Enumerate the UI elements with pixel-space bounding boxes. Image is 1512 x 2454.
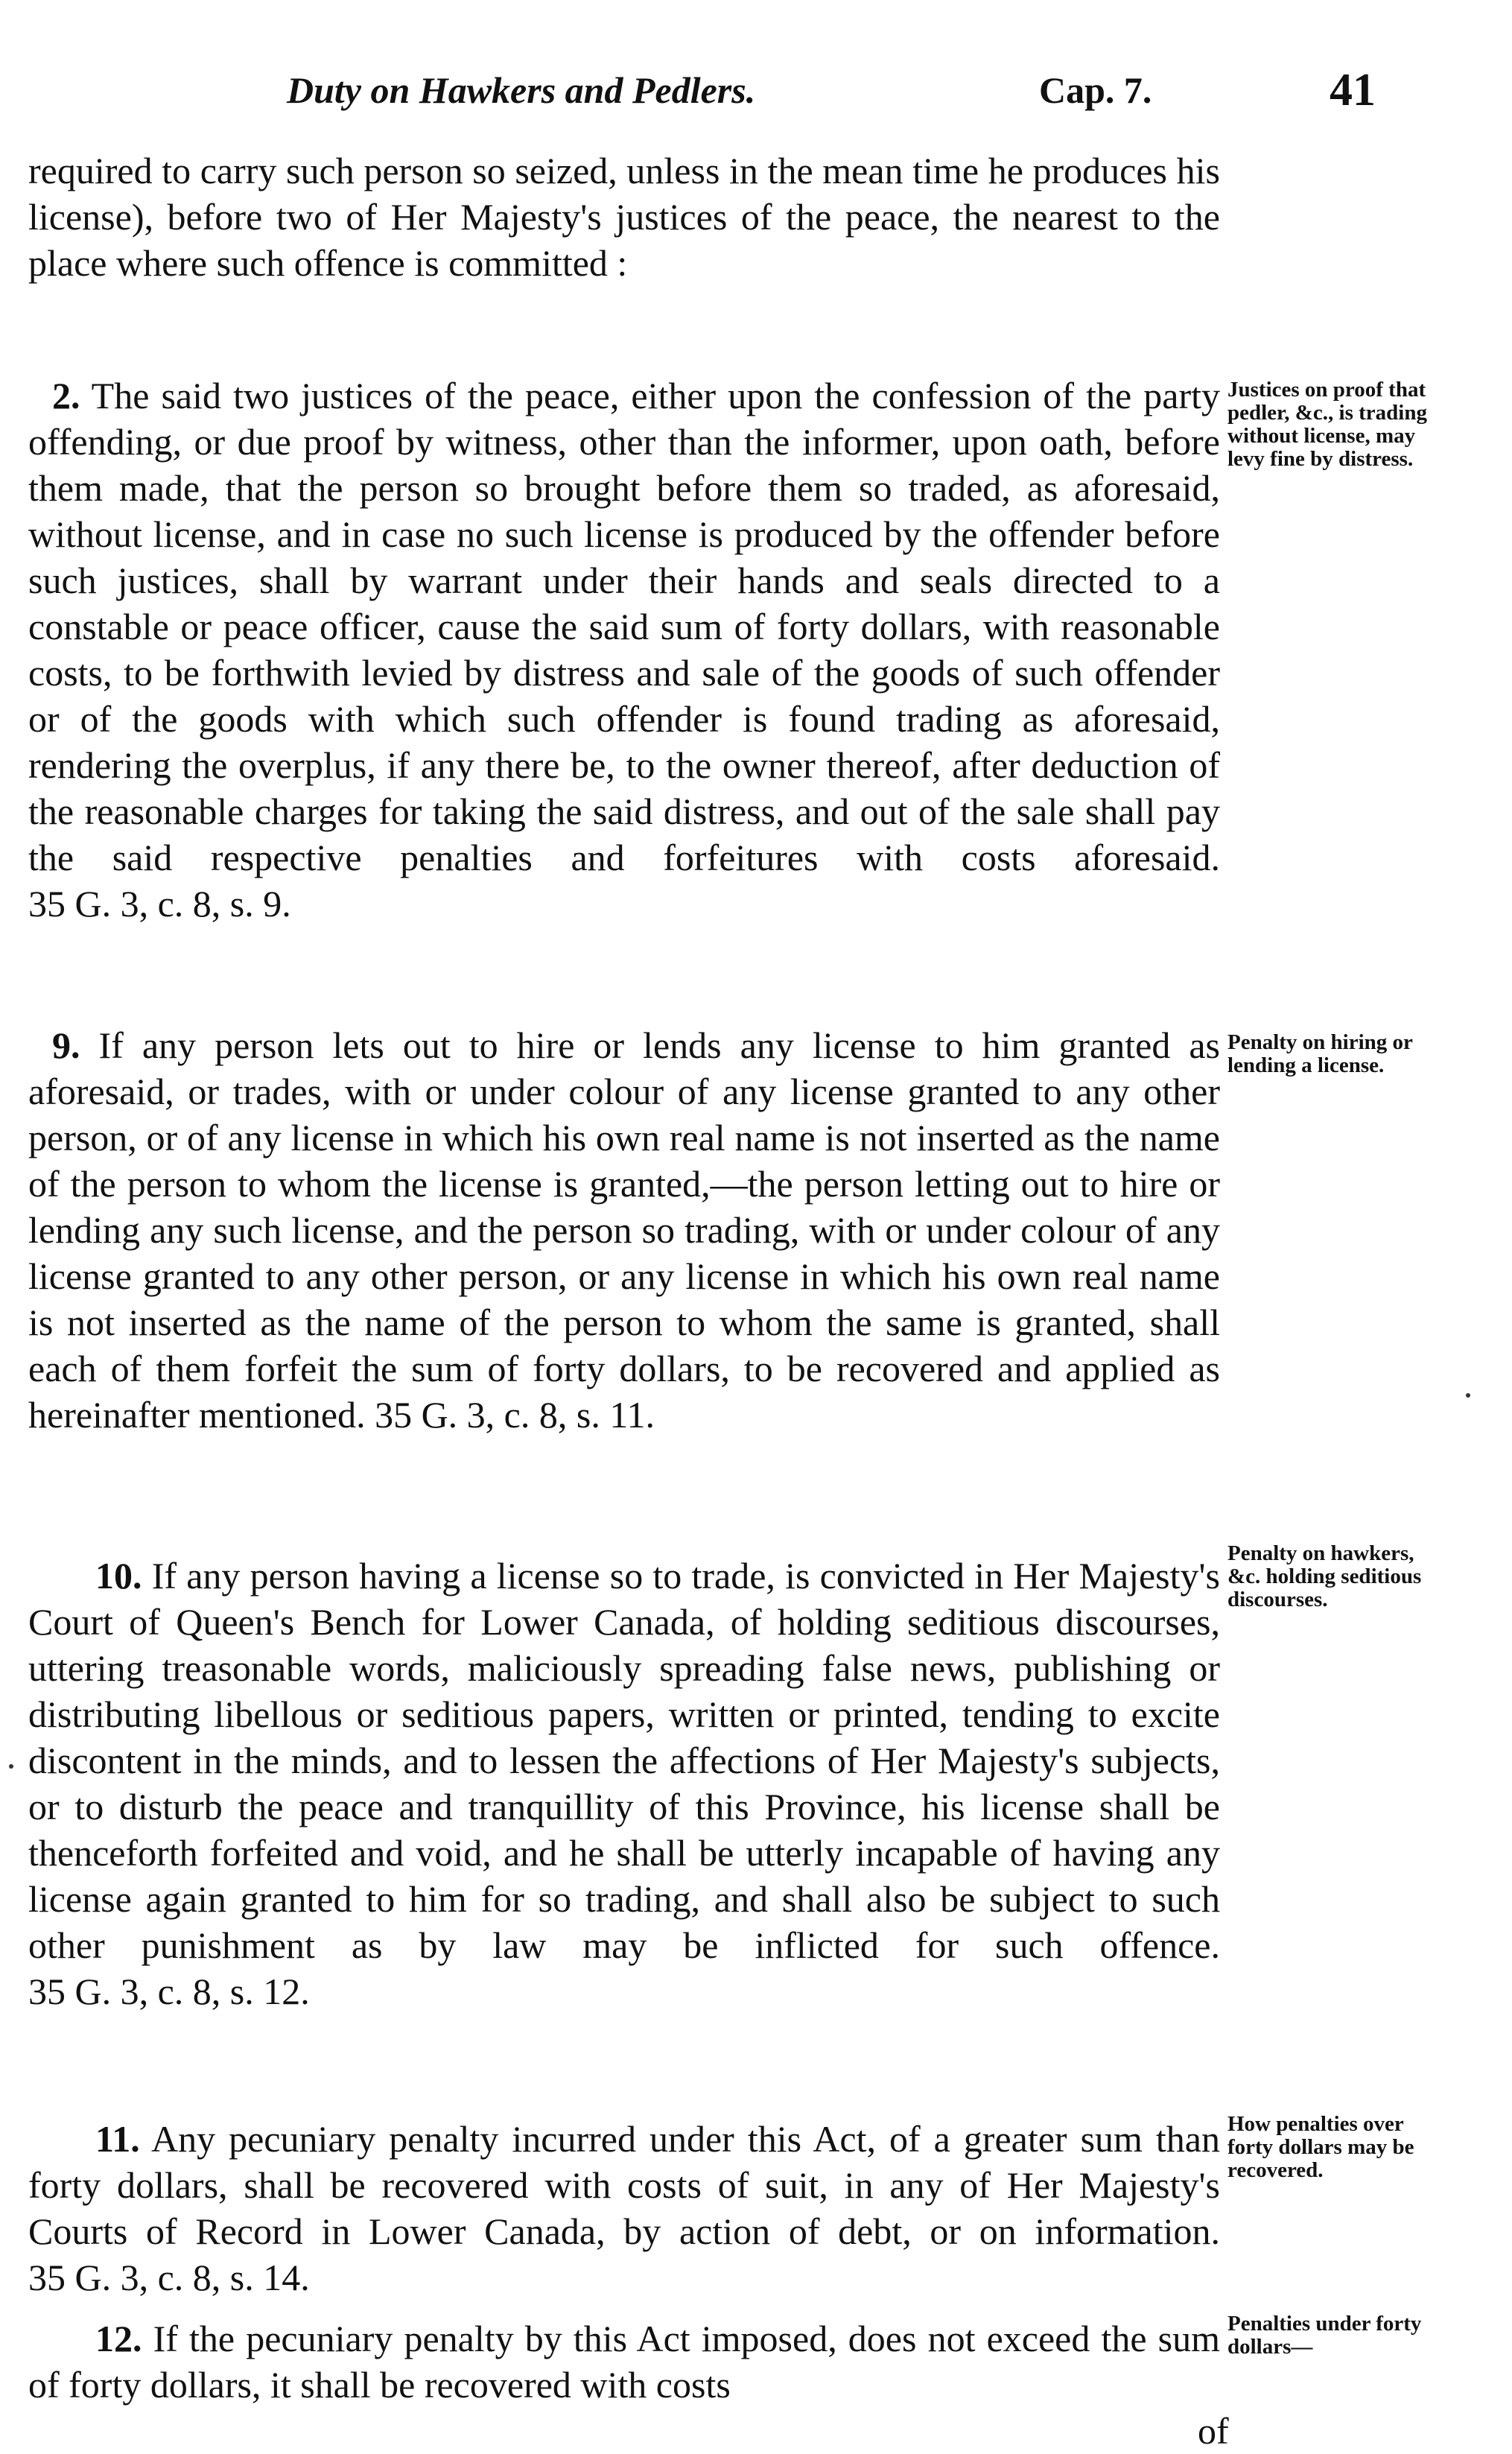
- margin-note-seditious: Penalty on hawkers, &c. holding seditious discourses.: [1227, 1541, 1422, 1611]
- catchword: of: [1198, 2410, 1229, 2452]
- page-number: 41: [1330, 65, 1376, 115]
- paragraph-text: If any person having a license so to trade, is convicted in Her Majesty's Court of Queen's Bench for Lower Canada, of holding seditious discourses, uttering treasonable words, maliciously spreading false news, publishing or distributing libellous or seditious papers, written or printed, tending to excite discontent in the minds, and to lessen the affections of Her Majesty's subjects, or to disturb the peace and tranquillity of this Province, his license shall be thenceforth forfeited and void, and he shall be utterly incapable of having any license again granted to him for so trading, and shall also be subject to such other punishment as by law may be inflicted for such offence.: [28, 1555, 1220, 1966]
- paragraph-10: [28, 1553, 1220, 2014]
- statute-citation: 35 G. 3, c. 8, s. 11.: [375, 1394, 655, 1436]
- section-number: 11.: [95, 2118, 140, 2160]
- statute-citation: 35 G. 3, c. 8, s. 14.: [28, 2257, 310, 2298]
- paragraph-text: Any pecuniary penalty incurred under this Act, of a greater sum than forty dollars, shall be recovered with costs of suit, in any of Her Majesty's Courts of Record in Lower Canada, by action of debt, or on information.: [28, 2118, 1220, 2252]
- statute-citation: 35 G. 3, c. 8, s. 12.: [28, 1971, 310, 2012]
- paragraph-text: required to carry such person so seized, unless in the mean time he produces his license), before two of Her Majesty's justices of the peace, the nearest to the place where such offence is committed :: [28, 150, 1220, 284]
- margin-note-justices: Justices on proof that pedler, &c., is trading without license, may levy fine by distress.: [1227, 378, 1427, 471]
- running-title: Duty on Hawkers and Pedlers.: [287, 69, 756, 111]
- running-head: [0, 65, 1512, 121]
- margin-note-penalties-over: How penalties over forty dollars may be recovered.: [1227, 2112, 1414, 2182]
- paragraph-text: The said two justices of the peace, either upon the confession of the party offending, or due proof by witness, other than the informer, upon oath, before them made, that the person so brought before them so traded, as aforesaid, without license, and in case no such license is produced by the offender before such justices, shall by warrant under their hands and seals directed to a constable or peace officer, cause the said sum of forty dollars, with reasonable costs, to be forthwith levied by distress and sale of the goods of such offender or of the goods with which such offender is found trading as aforesaid, rendering the overplus, if any there be, to the owner thereof, after deduction of the reasonable charges for taking the said distress, and out of the sale shall pay the said respective penalties and forfeitures with costs aforesaid.: [28, 375, 1220, 878]
- paragraph-2: [28, 372, 1220, 927]
- margin-note-hiring-license: Penalty on hiring or lending a license.: [1227, 1030, 1413, 1077]
- paragraph-11: [28, 2116, 1220, 2301]
- section-number: 9.: [52, 1024, 80, 1066]
- paragraph-text: If the pecuniary penalty by this Act imposed, does not exceed the sum of forty dollars, it shall be recovered with costs: [28, 2318, 1221, 2406]
- section-number: 12.: [95, 2318, 142, 2359]
- paragraph-continuation: [28, 148, 1220, 286]
- section-number: 2.: [52, 375, 80, 416]
- statute-citation: 35 G. 3, c. 8, s. 9.: [28, 883, 291, 925]
- paper-speck: [1466, 1393, 1470, 1398]
- margin-note-penalties-under: Penalties under forty dollars—: [1227, 2312, 1422, 2359]
- paragraph-text: If any person lets out to hire or lends any license to him granted as aforesaid, or trades, with or under colour of any license granted to any other person, or of any license in which his own real name is not inserted as the name of the person to whom the license is granted,—the person letting out to hire or lending any such license, and the person so trading, with or under colour of any license granted to any other person, or any license in which his own real name is not inserted as the name of the person to whom the same is granted, shall each of them forfeit the sum of forty dollars, to be recovered and applied as hereinafter mentioned.: [28, 1024, 1221, 1436]
- paragraph-12: [28, 2315, 1220, 2408]
- paragraph-9: [28, 1022, 1220, 1438]
- paper-speck: [9, 1764, 13, 1769]
- section-number: 10.: [95, 1555, 142, 1597]
- chapter-label: Cap. 7.: [1039, 69, 1152, 111]
